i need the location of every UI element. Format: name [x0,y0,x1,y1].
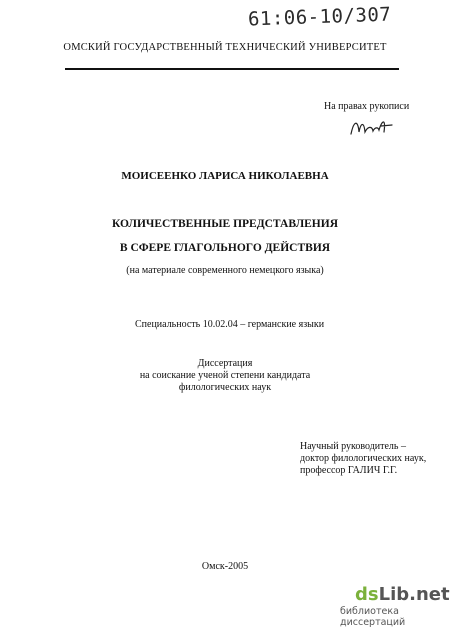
dslib-logo [355,584,450,605]
specialty-line: Специальность 10.02.04 – германские языки [135,319,325,330]
author-name: МОИСЕЕНКО ЛАРИСА НИКОЛАЕВНА [121,170,329,182]
dslib-logo-part1: ds [355,584,379,605]
degree-line: на соискание ученой степени кандидата [139,370,311,381]
supervisor-label: Научный руководитель – [300,441,406,452]
thesis-title-line-1: КОЛИЧЕСТВЕННЫЕ ПРЕДСТАВЛЕНИЯ [111,218,339,230]
supervisor-name: профессор ГАЛИЧ Г.Г. [300,465,398,476]
dissertation-label: Диссертация [197,358,253,369]
handwritten-archive-code: 61:06-10/307 [247,3,392,31]
author-signature [348,114,398,140]
dslib-logo-part2: Lib.net [378,584,450,605]
degree-field-line: филологических наук [178,382,272,393]
header-divider [65,68,399,70]
thesis-subtitle: (на материале современного немецкого языка) [126,265,324,276]
dslib-caption: библиотека диссертаций [340,606,406,628]
manuscript-rights-label: На правах рукописи [324,101,410,112]
supervisor-degree: доктор филологических наук, [300,453,427,464]
university-name: ОМСКИЙ ГОСУДАРСТВЕННЫЙ ТЕХНИЧЕСКИЙ УНИВЕРСИТЕТ [63,42,387,53]
city-year: Омск-2005 [201,561,249,572]
thesis-title-line-2: В СФЕРЕ ГЛАГОЛЬНОГО ДЕЙСТВИЯ [119,242,331,254]
